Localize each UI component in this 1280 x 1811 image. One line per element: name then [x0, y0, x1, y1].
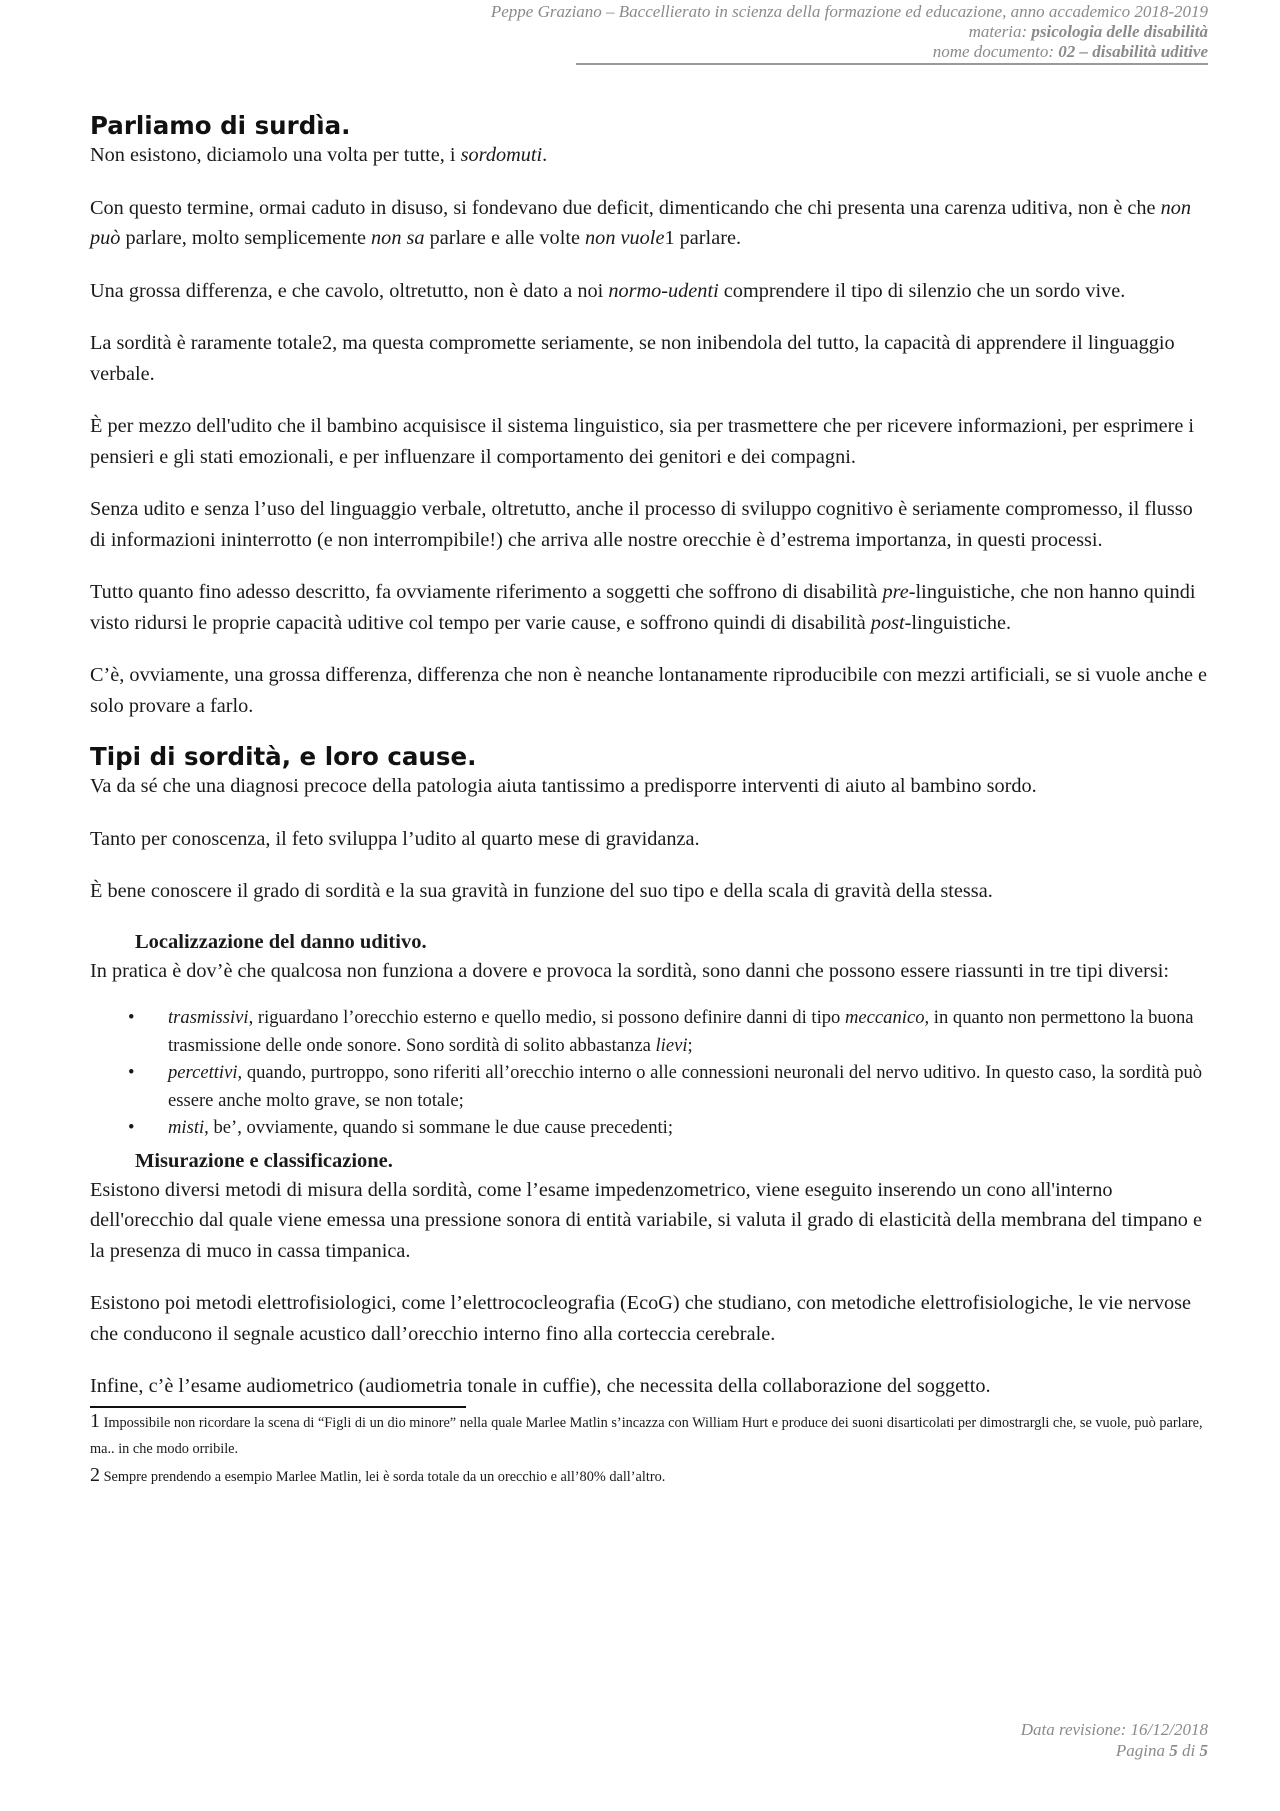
paragraph: Tanto per conoscenza, il feto sviluppa l’udito al quarto mese di gravidanza.: [90, 827, 700, 850]
list-item: • percettivi, quando, purtroppo, sono riferiti all’orecchio interno o alle connessioni neuronali del nervo uditivo. In questo caso, la sordità può essere anche molto grave, se non totale;: [90, 1059, 1210, 1114]
bullet-icon: •: [128, 1007, 135, 1028]
list-item: • trasmissivi, riguardano l’orecchio esterno e quello medio, si possono definire danni di tipo meccanico, in quanto non permettono la buona trasmissione delle onde sonore. Sono sordità di solito abbastanza lievi;: [90, 1004, 1210, 1059]
page-footer: [1021, 1719, 1208, 1761]
header-subject-value: psicologia delle disabilità: [1031, 22, 1208, 41]
page-header: [491, 2, 1208, 62]
document-body: [90, 112, 1210, 1490]
damage-types-list: [90, 1004, 1210, 1142]
subheading-misurazione: Misurazione e classificazione.: [135, 1149, 393, 1172]
paragraph: In pratica è dov’è che qualcosa non funziona a dovere e provoca la sordità, sono danni che possono essere riassunti in tre tipi diversi:: [90, 959, 1170, 982]
footnote-2: 2 Sempre prendendo a esempio Marlee Matlin, lei è sorda totale da un orecchio e all’80% dall’altro.: [90, 1463, 666, 1486]
header-divider: [576, 63, 1208, 65]
paragraph: Infine, c’è l’esame audiometrico (audiometria tonale in cuffie), che necessita della collaborazione del soggetto.: [90, 1375, 991, 1398]
header-author-line: Peppe Graziano – Baccellierato in scienza della formazione ed educazione, anno accademico 2018-2019: [490, 2, 1208, 21]
section-heading-surdia: Parliamo di surdìa.: [90, 111, 351, 140]
footnote-1: 1 Impossibile non ricordare la scena di “Figli di un dio minore” nella quale Marlee Matlin s’incazza con William Hurt e produce dei suoni disarticolati per dimostrargli che, se vuole, può parlare, ma.. in che modo orribile.: [90, 1409, 1203, 1457]
subheading-localizzazione: Localizzazione del danno uditivo.: [135, 930, 427, 953]
paragraph: È bene conoscere il grado di sordità e la sua gravità in funzione del suo tipo e della scala di gravità della stessa.: [90, 880, 993, 902]
section-heading-tipi-sordita: Tipi di sordità, e loro cause.: [90, 742, 477, 771]
revision-date: Data revisione: 16/12/2018: [1020, 1720, 1208, 1739]
page-number: Pagina 5 di 5: [1115, 1741, 1208, 1760]
paragraph: Una grossa differenza, e che cavolo, oltretutto, non è dato a noi normo-udenti comprendere il tipo di silenzio che un sordo vive.: [90, 279, 1126, 302]
bullet-icon: •: [128, 1117, 135, 1139]
paragraph: Con questo termine, ormai caduto in disuso, si fondevano due deficit, dimenticando che chi presenta una carenza uditiva, non è che non può parlare, molto semplicemente non sa parlare e alle volte non vuole1 parlare.: [90, 196, 1192, 249]
paragraph: Senza udito e senza l’uso del linguaggio verbale, oltretutto, anche il processo di sviluppo cognitivo è seriamente compromesso, il flusso di informazioni ininterrotto (e non interrompibile!) che arriva alle nostre orecchie è d’estrema importanza, in questi processi.: [90, 498, 1193, 551]
paragraph: La sordità è raramente totale2, ma questa compromette seriamente, se non inibendola del tutto, la capacità di apprendere il linguaggio verbale.: [90, 332, 1175, 385]
list-item: • misti, be’, ovviamente, quando si sommane le due cause precedenti;: [90, 1114, 1210, 1142]
paragraph: È per mezzo dell'udito che il bambino acquisisce il sistema linguistico, sia per trasmettere che per ricevere informazioni, per esprimere i pensieri e gli stati emozionali, e per influenzare il comportamento dei genitori e dei compagni.: [90, 415, 1195, 468]
paragraph: Esistono diversi metodi di misura della sordità, come l’esame impedenzometrico, viene eseguito inserendo un cono all'interno dell'orecchio dal quale viene emessa una pressione sonora di entità variabile, si valuta il grado di elasticità della membrana del timpano e la presenza di muco in cassa timpanica.: [90, 1178, 1202, 1262]
paragraph: C’è, ovviamente, una grossa differenza, differenza che non è neanche lontanamente riproducibile con mezzi artificiali, se si vuole anche e solo provare a farlo.: [90, 664, 1208, 717]
paragraph: Tutto quanto fino adesso descritto, fa ovviamente riferimento a soggetti che soffrono di disabilità pre-linguistiche, che non hanno quindi visto ridursi le proprie capacità uditive col tempo per varie cause, e soffrono quindi di disabilità post-linguistiche.: [90, 581, 1196, 634]
header-subject-line: materia: psicologia delle disabilità: [968, 22, 1208, 41]
bullet-icon: •: [128, 1062, 135, 1084]
paragraph: Non esistono, diciamolo una volta per tutte, i sordomuti.: [90, 144, 548, 166]
paragraph: Esistono poi metodi elettrofisiologici, come l’elettrococleografia (EcoG) che studiano, con metodiche elettrofisiologiche, le vie nervose che conducono il segnale acustico dall’orecchio interno fino alla corteccia cerebrale.: [90, 1292, 1192, 1345]
header-docname-value: 02 – disabilità uditive: [1058, 42, 1208, 61]
header-docname-line: nome documento: 02 – disabilità uditive: [932, 42, 1208, 61]
paragraph: Va da sé che una diagnosi precoce della patologia aiuta tantissimo a predisporre interventi di aiuto al bambino sordo.: [90, 775, 1037, 797]
